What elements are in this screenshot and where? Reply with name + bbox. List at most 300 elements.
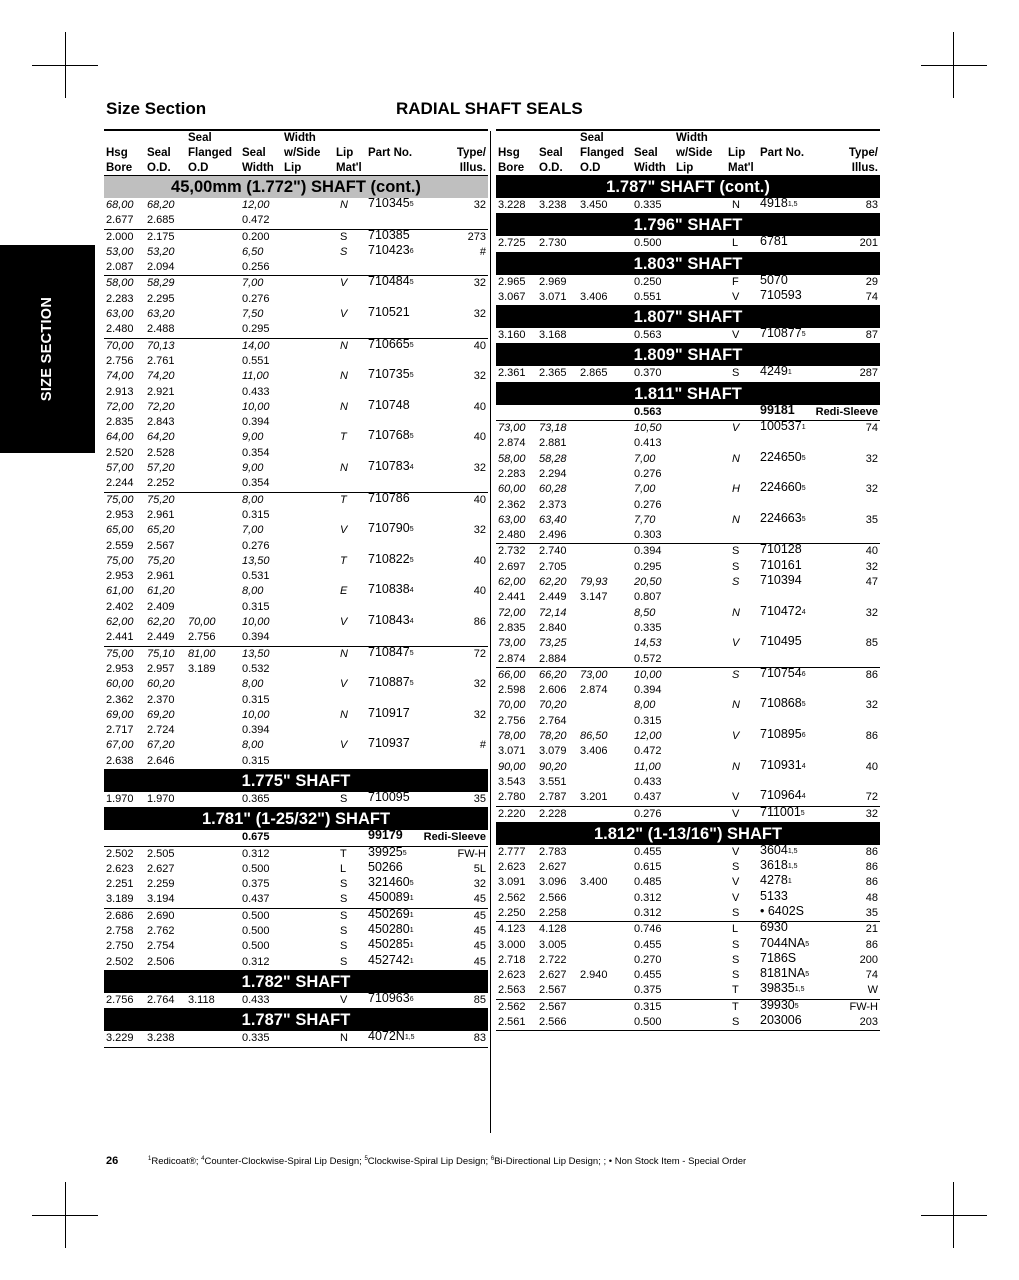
header-type-illus: Type/ <box>456 147 486 159</box>
seal-od: 2.787 <box>539 791 567 804</box>
part-number <box>760 981 805 996</box>
part-number-text: 7044NA <box>760 935 806 950</box>
seal-od: 78,20 <box>539 730 567 743</box>
lip-material: L <box>340 862 347 875</box>
table-row <box>104 754 488 769</box>
seal-width: 12,00 <box>634 730 662 743</box>
part-number <box>760 666 806 681</box>
seal-width: 0.485 <box>634 876 662 889</box>
hsg-bore: 1.970 <box>106 792 134 805</box>
part-number-text: 710495 <box>760 634 802 649</box>
table-row <box>104 354 488 369</box>
part-number <box>760 858 798 873</box>
part-footnote: 5 <box>409 433 414 441</box>
hsg-bore: 2.250 <box>498 906 526 919</box>
seal-width: 0.375 <box>242 878 270 891</box>
part-number <box>760 288 802 303</box>
part-number <box>368 521 414 536</box>
lip-material: S <box>340 940 348 953</box>
seal-od: 3.238 <box>539 199 567 211</box>
part-number-text: 710877 <box>760 326 802 341</box>
part-number-text: 5133 <box>760 888 788 903</box>
seal-od: 70,20 <box>539 699 567 712</box>
part-footnote: 1 <box>409 911 414 919</box>
type-illus: 40 <box>865 760 878 773</box>
part-number-text: 710665 <box>368 336 410 351</box>
seal-width: 0.500 <box>634 1016 662 1029</box>
hsg-bore: 60,00 <box>106 678 134 691</box>
header-lip-material: Lip <box>336 147 354 159</box>
lip-material: S <box>340 955 348 968</box>
seal-width: 0.433 <box>242 993 270 1006</box>
seal-width: 0.335 <box>242 1032 270 1045</box>
lip-material: H <box>732 483 740 496</box>
type-illus: 200 <box>859 953 878 966</box>
seal-od: 2.566 <box>539 891 567 904</box>
seal-od: 73,18 <box>539 422 567 435</box>
type-illus: 83 <box>865 199 878 211</box>
part-number-text: 710822 <box>368 551 410 566</box>
table-row <box>104 1031 488 1046</box>
seal-width: 0.615 <box>634 861 662 874</box>
part-number-text: 710783 <box>368 459 410 474</box>
table-row <box>496 950 880 968</box>
seal-width: 11,00 <box>242 370 269 383</box>
flanged-od: 2.756 <box>188 631 216 644</box>
header-width-side-lip: Width <box>284 132 316 144</box>
lip-material: T <box>732 1000 739 1013</box>
header-width-side-lip: Lip <box>676 162 694 174</box>
hsg-bore: 2.087 <box>106 261 134 274</box>
hsg-bore: 2.732 <box>498 545 526 558</box>
seal-width: 8,00 <box>242 678 264 691</box>
part-number <box>368 228 410 243</box>
lip-material: V <box>340 739 348 752</box>
table-row <box>496 698 880 713</box>
header-type-illus: Illus. <box>459 162 486 174</box>
lip-material: S <box>732 938 740 951</box>
lip-material: S <box>732 906 740 919</box>
seal-od: 2.259 <box>147 878 175 891</box>
table-row <box>496 997 880 1015</box>
hsg-bore: 3.160 <box>498 329 526 342</box>
lip-material: N <box>732 513 740 526</box>
seal-width: 0.394 <box>242 724 270 737</box>
lip-material: S <box>732 367 740 380</box>
crop-mark <box>921 1215 987 1216</box>
hsg-bore: 2.677 <box>106 214 134 227</box>
hsg-bore: 2.441 <box>498 591 526 604</box>
part-number-text: 710385 <box>368 227 410 242</box>
lip-material: T <box>340 493 347 506</box>
type-illus: 40 <box>473 431 486 444</box>
seal-od: 2.627 <box>539 969 567 982</box>
hsg-bore: 68,00 <box>106 199 134 211</box>
hsg-bore: 2.000 <box>106 230 134 243</box>
seal-od: 2.754 <box>147 940 175 953</box>
part-footnote: 5 <box>409 680 414 688</box>
lip-material: V <box>340 678 348 691</box>
table-row <box>104 693 488 708</box>
seal-width: 0.312 <box>242 955 270 968</box>
table-row <box>496 683 880 698</box>
seal-width: 0.276 <box>242 292 270 305</box>
shaft-size-header: 1.787" SHAFT (cont.) <box>496 176 880 198</box>
hsg-bore: 72,00 <box>106 400 134 413</box>
hsg-bore: 2.953 <box>106 662 134 675</box>
hsg-bore: 2.562 <box>498 891 526 904</box>
seal-od: 73,25 <box>539 637 567 650</box>
seal-od: 62,20 <box>539 576 567 589</box>
table-row <box>496 482 880 497</box>
lip-material: T <box>340 554 347 567</box>
seal-width: 0.500 <box>242 862 270 875</box>
part-footnote: 5 <box>409 279 414 287</box>
part-number-text: 50266 <box>368 859 403 874</box>
part-number <box>368 274 414 289</box>
table-row <box>496 983 880 998</box>
lip-material: S <box>732 861 740 874</box>
seal-width: 0.437 <box>634 791 662 804</box>
seal-od: 62,20 <box>147 616 175 629</box>
row-group <box>496 236 880 252</box>
lip-material: N <box>340 199 348 211</box>
part-footnote: 5 <box>800 809 805 817</box>
part-footnote: 5 <box>409 526 414 534</box>
flanged-od: 86,50 <box>580 730 608 743</box>
row-group <box>104 1031 488 1047</box>
table-row <box>104 385 488 400</box>
type-illus: 45 <box>473 940 486 953</box>
header-seal-od: Seal <box>147 147 171 159</box>
part-number <box>760 727 806 742</box>
seal-width: 14,00 <box>242 339 270 352</box>
table-row <box>496 272 880 290</box>
seal-width: 0.500 <box>242 925 270 938</box>
part-number <box>760 904 804 919</box>
table-row <box>104 292 488 307</box>
part-footnote: 6 <box>409 247 414 255</box>
seal-width: 0.270 <box>634 953 662 966</box>
part-number-text: 710790 <box>368 521 410 536</box>
seal-od: 61,20 <box>147 585 175 598</box>
seal-width: 0.295 <box>242 323 270 336</box>
part-number <box>368 675 414 690</box>
table-row <box>104 415 488 430</box>
hsg-bore: 2.953 <box>106 570 134 583</box>
part-number-text: 321460 <box>368 875 410 890</box>
seal-width: 0.455 <box>634 969 662 982</box>
type-illus: 86 <box>865 668 878 681</box>
part-number-text: 710593 <box>760 287 802 302</box>
header-flanged-od: O.D <box>188 162 209 174</box>
flanged-od: 3.450 <box>580 199 608 211</box>
part-number <box>760 998 799 1013</box>
hsg-bore: 2.953 <box>106 508 134 521</box>
seal-width: 0.335 <box>634 621 662 634</box>
shaft-size-header: 45,00mm (1.772") SHAFT (cont.) <box>104 176 488 198</box>
hsg-bore: 2.283 <box>498 467 526 480</box>
part-number <box>368 305 410 320</box>
part-number-text: 99179 <box>368 828 403 843</box>
table-row <box>104 307 488 322</box>
seal-od: 90,20 <box>539 760 567 773</box>
seal-width: 11,00 <box>634 760 661 773</box>
seal-od: 2.606 <box>539 684 567 697</box>
hsg-bore: 2.361 <box>498 367 526 380</box>
type-illus: 45 <box>473 893 486 906</box>
seal-od: 2.764 <box>539 714 567 727</box>
lip-material: S <box>732 560 740 573</box>
seal-od: 60,20 <box>147 678 175 691</box>
seal-od: 2.094 <box>147 261 175 274</box>
seal-od: 2.840 <box>539 621 567 634</box>
seal-width: 13,50 <box>242 554 270 567</box>
part-number <box>760 273 788 288</box>
part-number <box>368 991 414 1006</box>
type-illus: 40 <box>473 493 486 506</box>
type-illus: 287 <box>859 367 878 380</box>
part-number <box>368 613 414 628</box>
hsg-bore: 2.756 <box>106 354 134 367</box>
footnote-mark: 1 <box>148 1156 152 1162</box>
lip-material: V <box>732 891 740 904</box>
table-row <box>496 935 880 953</box>
seal-od: 2.961 <box>147 508 175 521</box>
table-row <box>104 615 488 630</box>
header-hsg-bore: Bore <box>106 162 133 174</box>
footnote-text: Counter-Clockwise-Spiral Lip Design; <box>204 1156 365 1168</box>
part-number-text: 452742 <box>368 952 410 967</box>
seal-od: 70,13 <box>147 339 175 352</box>
part-number <box>760 805 805 820</box>
part-number-text: 450269 <box>368 906 410 921</box>
hsg-bore: 60,00 <box>498 483 526 496</box>
flanged-od: 3.189 <box>188 662 216 675</box>
table-row <box>496 1015 880 1030</box>
type-illus: 45 <box>473 925 486 938</box>
type-illus: 86 <box>865 876 878 889</box>
table-row <box>496 421 880 436</box>
seal-od: 2.921 <box>147 385 175 398</box>
header-hsg-bore: Hsg <box>106 147 128 159</box>
type-illus: 72 <box>473 647 486 660</box>
header-hsg-bore: Bore <box>498 162 525 174</box>
seal-width: 0.413 <box>634 437 662 450</box>
shaft-size-header: 1.781" (1-25/32") SHAFT <box>104 808 488 830</box>
seal-width: 0.675 <box>242 831 270 844</box>
part-number <box>368 552 414 567</box>
part-footnote: 4 <box>409 587 414 595</box>
table-row <box>104 569 488 584</box>
table-row <box>496 875 880 890</box>
table-row <box>496 729 880 744</box>
hsg-bore: 78,00 <box>498 730 526 743</box>
hsg-bore: 70,00 <box>498 699 526 712</box>
lip-material: S <box>732 576 740 589</box>
part-number-text: 224650 <box>760 449 802 464</box>
part-number-text: 4278 <box>760 873 788 888</box>
row-group <box>496 922 880 999</box>
seal-width: 14,53 <box>634 637 662 650</box>
table-row <box>496 775 880 790</box>
table-row <box>496 860 880 875</box>
part-number-text: 710521 <box>368 305 410 320</box>
header-seal-od: O.D. <box>539 162 563 174</box>
hsg-bore: 2.480 <box>498 529 526 542</box>
hsg-bore: 2.835 <box>498 621 526 634</box>
flanged-od: 3.406 <box>580 290 608 303</box>
seal-width: 10,50 <box>634 422 662 435</box>
header-flanged-od: Seal <box>188 132 212 144</box>
seal-width: 10,00 <box>242 708 270 721</box>
table-row <box>496 328 880 343</box>
seal-width: 7,50 <box>242 308 264 321</box>
seal-od: 3.551 <box>539 775 567 788</box>
part-number <box>760 696 806 711</box>
part-number-text: 710843 <box>368 613 410 628</box>
hsg-bore: 2.251 <box>106 878 134 891</box>
lip-material: V <box>732 730 740 743</box>
hsg-bore: 2.623 <box>106 862 134 875</box>
table-row <box>104 430 488 445</box>
shaft-size-header: 1.782" SHAFT <box>104 971 488 993</box>
hsg-bore: 3.189 <box>106 893 134 906</box>
seal-od: 3.238 <box>147 1032 175 1045</box>
part-footnote: 6 <box>801 732 806 740</box>
table-row <box>496 903 880 921</box>
seal-od: 60,28 <box>539 483 567 496</box>
table-row <box>104 723 488 738</box>
flanged-od: 3.406 <box>580 745 608 758</box>
part-number <box>368 875 414 890</box>
part-footnote: 5 <box>409 556 414 564</box>
table-row <box>496 510 880 528</box>
type-illus: 203 <box>859 1016 878 1029</box>
type-illus: 40 <box>865 545 878 558</box>
header-hsg-bore: Hsg <box>498 147 520 159</box>
seal-width: 0.455 <box>634 938 662 951</box>
part-number <box>368 706 410 721</box>
type-illus: 86 <box>473 616 486 629</box>
seal-od: 2.252 <box>147 477 175 490</box>
side-tab-label: SIZE SECTION <box>39 296 55 402</box>
hsg-bore: 2.874 <box>498 437 526 450</box>
type-illus: 201 <box>859 237 878 250</box>
part-number <box>368 860 403 875</box>
part-number-text: 710887 <box>368 675 410 690</box>
seal-width: 0.531 <box>242 570 270 583</box>
type-illus: 74 <box>865 969 878 982</box>
lip-material: N <box>340 462 348 475</box>
part-number-text: 224660 <box>760 480 802 495</box>
lip-material: V <box>340 308 348 321</box>
table-row <box>496 402 880 420</box>
table-row <box>104 662 488 677</box>
part-number <box>760 403 795 418</box>
hsg-bore: 2.686 <box>106 909 134 922</box>
table-row <box>104 677 488 692</box>
seal-od: 57,20 <box>147 462 175 475</box>
header-width-side-lip: Lip <box>284 162 302 174</box>
part-footnote: 5 <box>409 372 414 380</box>
lip-material: V <box>732 845 740 858</box>
hsg-bore: 64,00 <box>106 431 134 444</box>
row-group <box>496 665 880 807</box>
part-number <box>760 558 802 573</box>
lip-material: N <box>340 339 348 352</box>
type-illus: FW-H <box>457 847 486 860</box>
table-row <box>104 476 488 491</box>
hsg-bore: 75,00 <box>106 554 134 567</box>
part-number-text: 710735 <box>368 367 410 382</box>
type-illus: 83 <box>473 1032 486 1045</box>
seal-od: 2.567 <box>147 539 175 552</box>
seal-width: 7,00 <box>242 524 264 537</box>
lip-material: L <box>732 923 739 936</box>
part-footnote: 1,5 <box>794 986 805 994</box>
seal-width: 0.563 <box>634 405 662 418</box>
type-illus: 32 <box>473 708 486 721</box>
type-illus: 32 <box>865 560 878 573</box>
type-illus: 32 <box>473 678 486 691</box>
type-illus: 32 <box>865 483 878 496</box>
seal-od: 2.761 <box>147 354 175 367</box>
part-footnote: 1 <box>801 424 806 432</box>
header-type-illus: Illus. <box>851 162 878 174</box>
part-number-text: 450089 <box>368 890 410 905</box>
seal-width: 0.500 <box>634 237 662 250</box>
lip-material: N <box>340 647 348 660</box>
column-header <box>104 131 488 176</box>
table-row <box>104 322 488 337</box>
lip-material: N <box>732 760 740 773</box>
header-width-side-lip: w/Side <box>284 147 321 159</box>
part-footnote: 5 <box>801 701 806 709</box>
part-number-text: 710838 <box>368 582 410 597</box>
hsg-bore: 2.502 <box>106 955 134 968</box>
seal-od: 2.690 <box>147 909 175 922</box>
type-illus: 32 <box>865 452 878 465</box>
seal-od: 67,20 <box>147 739 175 752</box>
hsg-bore: 63,00 <box>106 308 134 321</box>
part-number-text: 710161 <box>760 557 802 572</box>
seal-width: 8,00 <box>242 739 264 752</box>
part-number <box>760 573 802 588</box>
type-illus: 35 <box>473 792 486 805</box>
part-number <box>760 196 798 211</box>
hsg-bore: 58,00 <box>498 452 526 465</box>
lip-material: V <box>340 616 348 629</box>
side-tab <box>0 245 95 453</box>
part-number-text: 4918 <box>760 196 788 210</box>
seal-od: 75,10 <box>147 647 175 660</box>
type-illus: 45 <box>473 909 486 922</box>
seal-width: 0.365 <box>242 792 270 805</box>
table-row <box>104 906 488 924</box>
seal-od: 2.409 <box>147 600 175 613</box>
header-flanged-od: Flanged <box>188 147 233 159</box>
header-flanged-od: O.D <box>580 162 601 174</box>
hsg-bore: 2.563 <box>498 984 526 997</box>
table-row <box>104 508 488 523</box>
part-footnote: 1 <box>409 957 414 965</box>
hsg-bore: 3.229 <box>106 1032 134 1045</box>
row-group <box>104 198 488 230</box>
lip-material: F <box>732 275 739 288</box>
header-part-no: Part No. <box>368 147 413 159</box>
part-number <box>368 645 414 660</box>
